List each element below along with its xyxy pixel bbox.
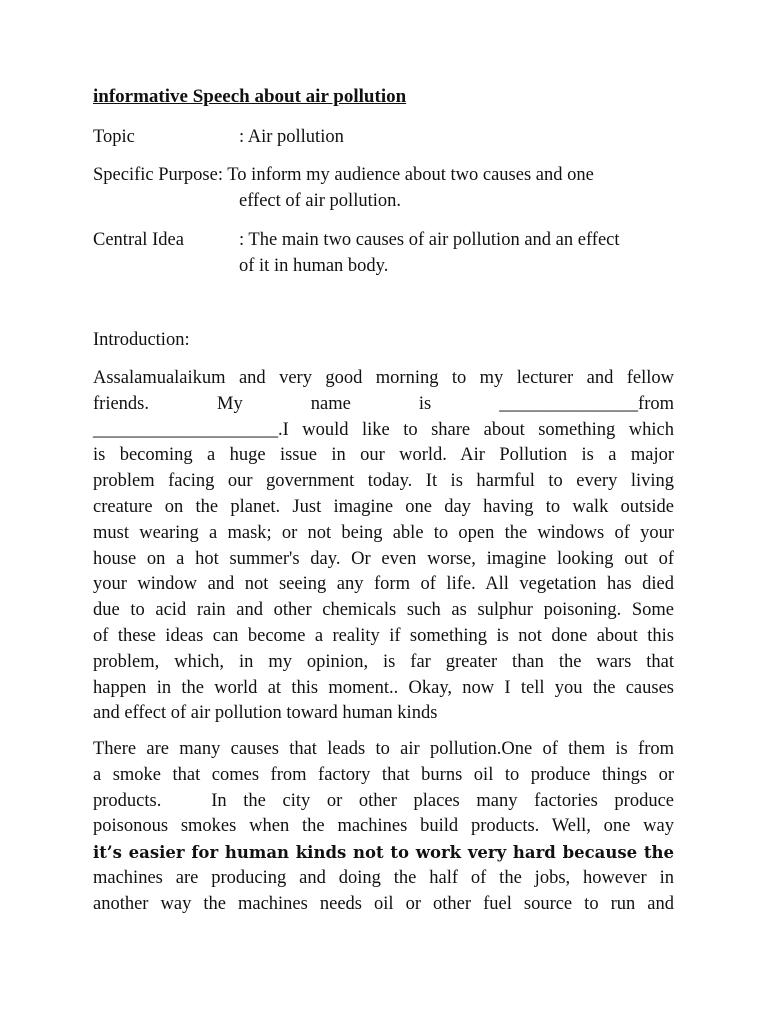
topic-row xyxy=(93,124,683,150)
specific-purpose-row xyxy=(93,162,683,214)
paragraph-line: creature on the planet. Just imagine one day having to walk outside xyxy=(93,496,674,517)
causes-paragraph xyxy=(93,737,674,918)
paragraph-line: machines are producing and doing the half of the jobs, however in xyxy=(93,867,674,888)
paragraph-line: poisonous smokes when the machines build products. Well, one way xyxy=(93,816,674,837)
paragraph-line: is becoming a huge issue in our world. Air Pollution is a major xyxy=(93,445,674,466)
introduction-heading: Introduction: xyxy=(93,330,190,350)
topic-value: : Air pollution xyxy=(239,127,344,147)
paragraph-line: it’s easier for human kinds not to work very hard because the xyxy=(93,843,674,863)
paragraph-line: of these ideas can become a reality if something is not done about this xyxy=(93,625,674,646)
paragraph-line: products. In the city or other places many factories produce xyxy=(93,790,674,811)
paragraph-line: must wearing a mask; or not being able to open the windows of your xyxy=(93,522,674,543)
paragraph-line: another way the machines needs oil or other fuel source to run and xyxy=(93,893,674,914)
paragraph-line: your window and not seeing any form of life. All vegetation has died xyxy=(93,574,674,595)
topic-label: Topic xyxy=(93,127,135,147)
document-title: informative Speech about air pollution xyxy=(93,86,407,107)
central-idea-row xyxy=(93,227,683,279)
specific-purpose-line-2: effect of air pollution. xyxy=(239,191,401,211)
paragraph-line: house on a hot summer's day. Or even worse, imagine looking out of xyxy=(93,548,674,569)
paragraph-line: a smoke that comes from factory that burns oil to produce things or xyxy=(93,764,674,785)
paragraph-line: problem, which, in my opinion, is far greater than the wars that xyxy=(93,651,674,672)
paragraph-line: There are many causes that leads to air pollution.One of them is from xyxy=(93,739,674,759)
paragraph-line: due to acid rain and other chemicals such as sulphur poisoning. Some xyxy=(93,600,674,621)
paragraph-line: problem facing our government today. It is harmful to every living xyxy=(93,471,674,492)
central-idea-label: Central Idea xyxy=(93,230,184,250)
intro-paragraph xyxy=(93,366,674,727)
central-idea-line-2: of it in human body. xyxy=(239,256,389,276)
paragraph-line: happen in the world at this moment.. Okay, now I tell you the causes xyxy=(93,677,674,698)
specific-purpose-line-1: To inform my audience about two causes and one xyxy=(227,165,594,185)
specific-purpose-label: Specific Purpose: xyxy=(93,165,223,185)
paragraph-line: ____________________.I would like to share about something which xyxy=(93,419,674,440)
paragraph-line: Assalamualaikum and very good morning to my lecturer and fellow xyxy=(93,368,674,388)
central-idea-line-1: : The main two causes of air pollution and an effect xyxy=(239,230,620,250)
paragraph-line: friends. My name is _______________from xyxy=(93,393,674,414)
paragraph-line: and effect of air pollution toward human kinds xyxy=(93,703,438,724)
